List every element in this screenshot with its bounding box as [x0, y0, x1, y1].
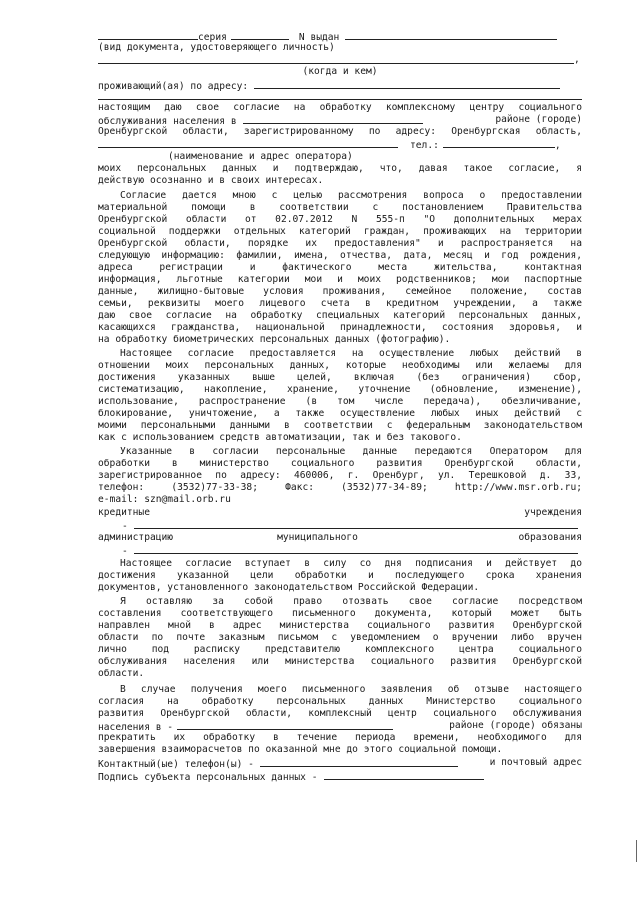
scan-edge-mark [636, 840, 637, 862]
blank-field [98, 138, 398, 148]
address-line: проживающий(ая) по адресу: [98, 79, 582, 93]
consent-document: серия N выдан (вид документа, удостоверяющего личность) , (когда и кем) проживающий(ая) по адресу: настоящим даю свое согласие на обработку комплексному центру социального обслуживания населения в районе (городе) Оренбургской области, зарегистрированному по адресу: Оренбургская область, тел.: , (наименование и адрес оператора) моих персональных данных и подтверждаю, что, давая такое согласие, я действую осознанно и в своих интересах. Согласие дается мною с целью рассмотрения вопроса о предоставлении материальной помощи в соответствии с постановлением Правительства Оренбургской области от 02.07.2012 N 555-п "О дополнительных мерах социальной поддержки отдельных категорий граждан, проживающих на территории Оренбургской области, порядке их предоставления" и распространяется на следующую информацию: фамилии, имена, отчества, дата, месяц и год рождения, адреса регистрации и фактического места жительства, контактная информация, льготные категории мои и моих родственников; мои паспортные данные, жилищно-бытовые условия проживания, семейное положение, состав семьи, реквизиты моего лицевого счета в кредитном учреждении, а также даю свое согласие на обработку специальных категорий персональных данных, касающихся гражданства, национальной принадлежности, состояния здоровья, и на обработку биометрических персональных данных (фотографию). Настоящее согласие предоставляется на осуществление любых действий в отношении моих персональных данных, которые необходимы или желаемы для достижения указанных выше целей, включая (без ограничения) сбор, систематизацию, накопление, хранение, уточнение (обновление, изменение), использование, распространение (в том числе передача), обезличивание, блокирование, уничтожение, а также осуществление любых иных действий с моими персональными данными в соответствии с федеральным законодательством как с использованием средств автоматизации, так и без такового. Указанные в согласии персональные данные передаются Оператором для обработки в министерство социального развития Оренбургской области, зарегистрированное по адресу: 460006, г. Оренбург, ул. Терешковой д. 33, телефон: (3532)77-33-38; Факс: (3532)77-34-89; http://www.msr.orb.ru; e-mail: szn@mail.orb.ru кредитные учреждения - администрацию муниципального образования - Настоящее согласие вступает в силу со дня подписания и действует до достижения указанной цели обработки и последующего срока хранения документов, установленного законодательством Российской Федерации. Я оставляю за собой право отозвать свое согласие посредством составления соответствующего письменного документа, который может быть направлен мной в адрес министерства социального развития Оренбургской области по почте заказным письмом с уведомлением о вручении либо вручен лично под расписку представителю комплексного центра социального обслуживания населения или министерства социального развития Оренбургской области. В случае получения моего письменного заявления об отзыве настоящего согласия на обработку персональных данных Министерство социального развития Оренбургской области, комплексный центр социального обслуживания населения в - районе (городе) обязаны прекратить их обработку в течение периода времени, необходимого для завершения взаиморасчетов по оказанной мне до этого социальной помощи. Контактный(ые) телефон(ы) - и почтовый адрес Подпись субъекта персональных данных - [0, 0, 640, 905]
blank-field [324, 770, 484, 780]
operator-phone-line: тел.: , [98, 138, 582, 152]
district-line: населения в - районе (городе) обязаны [98, 720, 582, 733]
blank-field [98, 30, 198, 40]
credit-institutions-line: кредитные учреждения [98, 507, 582, 518]
blank-field [243, 114, 423, 124]
blank-field [260, 757, 458, 767]
contact-phone-line: Контактный(ые) телефон(ы) - и почтовый адрес [98, 757, 582, 770]
issued-caption: (когда и кем) [302, 66, 378, 77]
operator-caption: (наименование и адрес оператора) [168, 151, 353, 162]
blank-field [254, 79, 560, 89]
blank-line [98, 63, 574, 64]
doc-series-line: серия N выдан [98, 30, 582, 44]
blank-field [231, 30, 289, 40]
municipality-line: администрацию муниципального образования [98, 532, 582, 543]
blank-line [98, 99, 582, 100]
blank-field [177, 720, 393, 730]
blank-field [134, 544, 578, 554]
blank-field [345, 30, 557, 40]
signature-line: Подпись субъекта персональных данных - [98, 770, 582, 784]
doc-type-caption: (вид документа, удостоверяющего личность) [98, 42, 335, 53]
blank-field [134, 519, 578, 529]
blank-field [443, 138, 555, 148]
